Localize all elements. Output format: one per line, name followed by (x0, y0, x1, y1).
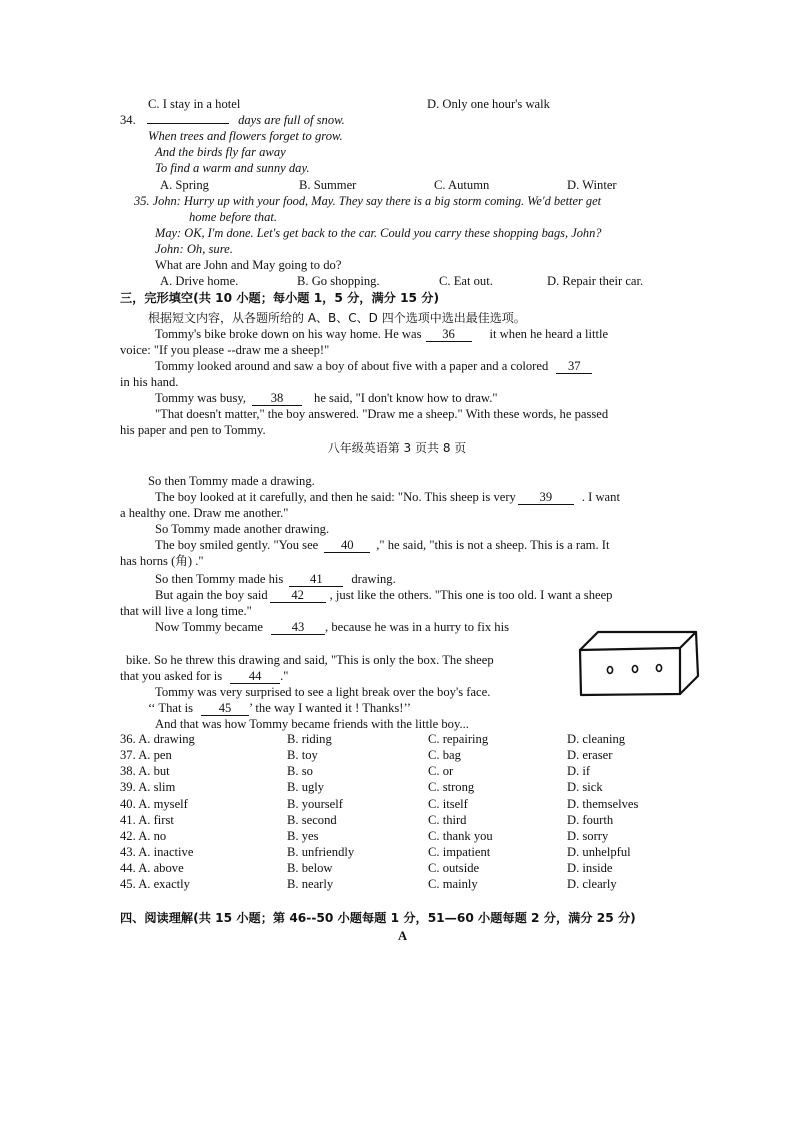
passage-p8 (155, 537, 609, 553)
option-c: C. thank you (428, 829, 493, 843)
passage-p6c: a healthy one. Draw me another." (120, 506, 289, 520)
passage-text: that you asked for is (120, 669, 223, 683)
option-a: 44. A. above (120, 861, 184, 875)
passage-text: Tommy was busy, (155, 391, 247, 405)
passage-p8c: has horns (角) ." (120, 554, 204, 568)
blank-41: 41 (289, 573, 343, 587)
option-b: B. nearly (287, 877, 334, 891)
option-b: B. so (287, 764, 313, 778)
q34-option-c: C. Autumn (434, 178, 490, 192)
section4-sub: A (398, 929, 408, 943)
passage-p4a: "That doesn't matter," the boy answered. "Draw me a sheep." With these words, he passed (155, 407, 609, 421)
option-d: D. fourth (567, 813, 614, 827)
blank-42: 42 (270, 589, 326, 603)
option-b: B. ugly (287, 780, 325, 794)
q34-line3: And the birds fly far away (155, 145, 286, 159)
passage-text: ," he said, "this is not a sheep. This is a ram. It (376, 538, 610, 552)
passage-p9 (155, 571, 396, 587)
blank-43: 43 (271, 621, 325, 635)
passage-text: Tommy's bike broke down on his way home. He was (155, 327, 422, 341)
blank-45: 45 (201, 702, 249, 716)
option-a: 37. A. pen (120, 748, 172, 762)
q35-line4: John: Oh, sure. (155, 242, 233, 256)
option-a: 41. A. first (120, 813, 174, 827)
option-b: B. below (287, 861, 333, 875)
passage-p2b: in his hand. (120, 375, 179, 389)
option-d: D. cleaning (567, 732, 626, 746)
q33-option-d: D. Only one hour's walk (427, 97, 550, 111)
blank-38: 38 (252, 392, 302, 406)
passage-p12: bike. So he threw this drawing and said, "This is only the box. The sheep (126, 653, 494, 667)
passage-text: ‘‘ That is (148, 701, 193, 715)
option-b: B. unfriendly (287, 845, 355, 859)
passage-text: But again the boy said (155, 588, 268, 602)
q35-option-b: B. Go shopping. (297, 274, 380, 288)
option-a: 39. A. slim (120, 780, 176, 794)
q34-option-a: A. Spring (160, 178, 209, 192)
passage-p4b: his paper and pen to Tommy. (120, 423, 266, 437)
passage-text: The boy smiled gently. "You see (155, 538, 319, 552)
passage-p1c: voice: "If you please --draw me a sheep!" (120, 343, 330, 357)
option-a: 43. A. inactive (120, 845, 194, 859)
q35-option-c: C. Eat out. (439, 274, 493, 288)
option-c: C. itself (428, 797, 468, 811)
q33-option-c: C. I stay in a hotel (148, 97, 241, 111)
q35-option-d: D. Repair their car. (547, 274, 644, 288)
option-d: D. eraser (567, 748, 613, 762)
option-a: 38. A. but (120, 764, 170, 778)
option-c: C. impatient (428, 845, 491, 859)
option-b: B. riding (287, 732, 332, 746)
option-c: C. third (428, 813, 467, 827)
option-a: 45. A. exactly (120, 877, 190, 891)
blank-44: 44 (230, 670, 280, 684)
passage-p15 (148, 700, 411, 716)
passage-text: ’ the way I wanted it ! Thanks!’’ (249, 701, 411, 715)
section3-heading: 三，完形填空(共 10 小题；每小题 1，5 分，满分 15 分) (120, 291, 440, 305)
passage-text: So then Tommy made his (155, 572, 284, 586)
q34-number: 34. (120, 113, 136, 127)
section4-heading: 四、阅读理解(共 15 小题；第 46--50 小题每题 1 分，51—60 小题每题 2 分，满分 25 分) (120, 911, 636, 925)
passage-text: , just like the others. "This one is too old. I want a sheep (329, 588, 613, 602)
option-c: C. repairing (428, 732, 489, 746)
option-d: D. sorry (567, 829, 609, 843)
passage-p14: Tommy was very surprised to see a light break over the boy's face. (155, 685, 491, 699)
passage-p13 (120, 668, 288, 684)
q35-line2: home before that. (189, 210, 278, 224)
option-d: D. unhelpful (567, 845, 631, 859)
passage-p2 (155, 358, 592, 374)
blank-40: 40 (324, 539, 370, 553)
passage-text: Tommy looked around and saw a boy of about five with a paper and a colored (155, 359, 549, 373)
q35-question: What are John and May going to do? (155, 258, 342, 272)
passage-p7: So Tommy made another drawing. (155, 522, 330, 536)
section3-instruction: 根据短文内容，从各题所给的 A、B、C、D 四个选项中选出最佳选项。 (148, 311, 526, 325)
page-footer: 八年级英语第 3 页共 8 页 (327, 441, 467, 455)
option-d: D. sick (567, 780, 603, 794)
blank-39: 39 (518, 491, 574, 505)
passage-text: he said, "I don't know how to draw." (314, 391, 498, 405)
option-d: D. if (567, 764, 591, 778)
option-b: B. second (287, 813, 337, 827)
q34-option-b: B. Summer (299, 178, 357, 192)
q34-line2: When trees and flowers forget to grow. (148, 129, 343, 143)
blank-36: 36 (426, 328, 472, 342)
passage-p11 (155, 619, 509, 635)
q34-line1: days are full of snow. (238, 113, 345, 127)
passage-text: . I want (581, 490, 620, 504)
option-c: C. outside (428, 861, 480, 875)
option-b: B. yes (287, 829, 319, 843)
q34-line4: To find a warm and sunny day. (155, 161, 310, 175)
option-c: C. strong (428, 780, 475, 794)
option-a: 36. A. drawing (120, 732, 195, 746)
option-b: B. yourself (287, 797, 343, 811)
q35-line3: May: OK, I'm done. Let's get back to the car. Could you carry these shopping bags, John? (155, 226, 602, 240)
option-a: 40. A. myself (120, 797, 188, 811)
passage-text: The boy looked at it carefully, and then he said: "No. This sheep is very (155, 490, 516, 504)
passage-text: , because he was in a hurry to fix his (325, 620, 509, 634)
option-c: C. or (428, 764, 454, 778)
option-d: D. themselves (567, 797, 639, 811)
option-b: B. toy (287, 748, 318, 762)
q34-block (120, 112, 345, 128)
passage-p3 (155, 390, 498, 406)
passage-p10c: that will live a long time." (120, 604, 252, 618)
q35-option-a: A. Drive home. (160, 274, 239, 288)
passage-p5: So then Tommy made a drawing. (148, 474, 315, 488)
passage-text: Now Tommy became (155, 620, 264, 634)
q34-option-d: D. Winter (567, 178, 617, 192)
passage-p16: And that was how Tommy became friends with the little boy... (155, 717, 469, 731)
option-d: D. clearly (567, 877, 617, 891)
option-d: D. inside (567, 861, 613, 875)
option-c: C. mainly (428, 877, 478, 891)
passage-text: it when he heard a little (489, 327, 609, 341)
passage-text: ." (280, 669, 289, 683)
blank-37: 37 (556, 360, 592, 374)
box-drawing-icon (574, 628, 702, 698)
passage-p6 (155, 489, 620, 505)
q35-line1: 35. John: Hurry up with your food, May. They say there is a big storm coming. We'd better get (134, 194, 602, 208)
option-a: 42. A. no (120, 829, 167, 843)
passage-p10 (155, 587, 612, 603)
q34-blank (147, 123, 229, 124)
option-c: C. bag (428, 748, 461, 762)
passage-p1 (155, 326, 608, 342)
passage-text: drawing. (351, 572, 396, 586)
